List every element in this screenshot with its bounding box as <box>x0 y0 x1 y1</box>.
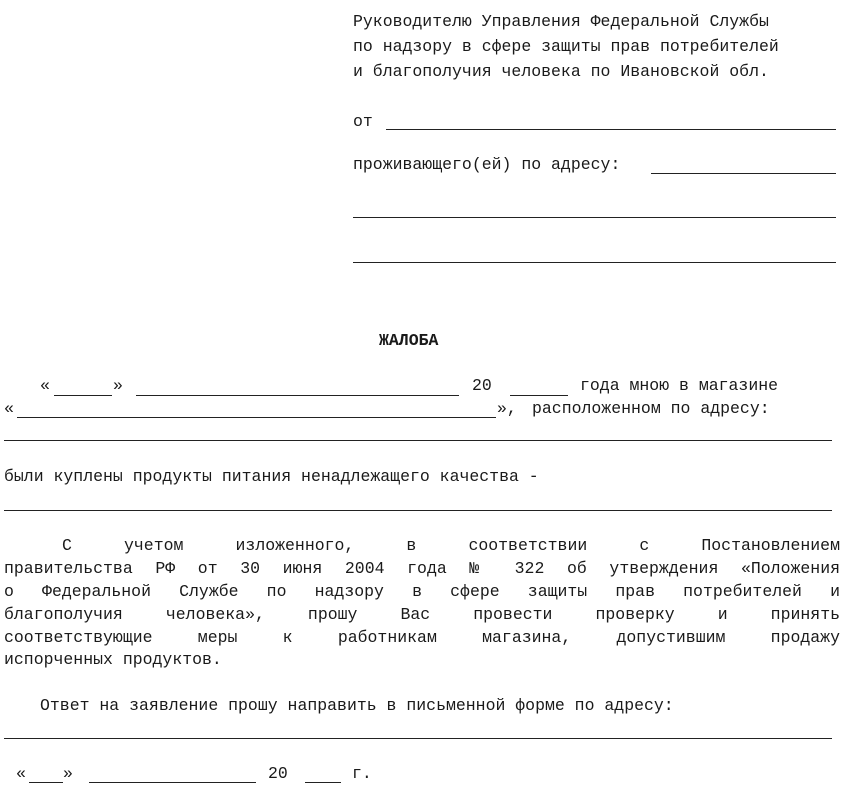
body-line-1: С учетом изложенного, в соответствии с Постановлением <box>62 536 840 555</box>
addressee-line-3: и благополучия человека по Ивановской обл. <box>353 62 769 81</box>
year-prefix: 20 <box>472 376 492 395</box>
store-quote-close: », <box>497 399 517 418</box>
addressee-line-2: по надзору в сфере защиты прав потребителей <box>353 37 779 56</box>
purchase-year-field[interactable] <box>510 395 568 396</box>
body-line-4: благополучия человека», прошу Вас провести проверку и принять <box>4 605 840 624</box>
address-field-line-2[interactable] <box>353 217 836 218</box>
address-field-line-3[interactable] <box>353 262 836 263</box>
date-quote-close: » <box>113 376 123 395</box>
sign-quote-close: » <box>63 764 73 783</box>
purchase-month-field[interactable] <box>136 395 459 396</box>
store-quote-open: « <box>4 399 14 418</box>
sign-month-field[interactable] <box>89 782 256 783</box>
body-line-5: соответствующие меры к работникам магазина, допустившим продажу <box>4 628 840 647</box>
purchase-day-field[interactable] <box>54 395 112 396</box>
body-line-6: испорченных продуктов. <box>4 650 222 669</box>
store-name-field[interactable] <box>17 417 496 418</box>
sign-year-field[interactable] <box>305 782 341 783</box>
sign-quote-open: « <box>16 764 26 783</box>
sign-year-suffix: г. <box>352 764 372 783</box>
from-name-field[interactable] <box>386 129 836 130</box>
document-title: ЖАЛОБА <box>379 331 439 350</box>
response-address-field[interactable] <box>4 738 832 739</box>
sign-day-field[interactable] <box>29 782 63 783</box>
sign-year-prefix: 20 <box>268 764 288 783</box>
purchase-text: года мною в магазине <box>580 376 779 395</box>
located-text: расположенном по адресу: <box>532 399 770 418</box>
store-address-field[interactable] <box>4 440 832 441</box>
goods-field[interactable] <box>4 510 832 511</box>
goods-text: были куплены продукты питания ненадлежащего качества - <box>4 467 539 486</box>
body-line-2: правительства РФ от 30 июня 2004 года № 322 об утверждения «Положения <box>4 559 840 578</box>
address-field[interactable] <box>651 173 836 174</box>
date-quote-open: « <box>40 376 50 395</box>
addressee-line-1: Руководителю Управления Федеральной Службы <box>353 12 769 31</box>
response-text: Ответ на заявление прошу направить в письменной форме по адресу: <box>40 696 674 715</box>
body-line-3: о Федеральной Службе по надзору в сфере защиты прав потребителей и <box>4 582 840 601</box>
from-label: от <box>353 112 373 131</box>
address-label: проживающего(ей) по адресу: <box>353 155 621 174</box>
